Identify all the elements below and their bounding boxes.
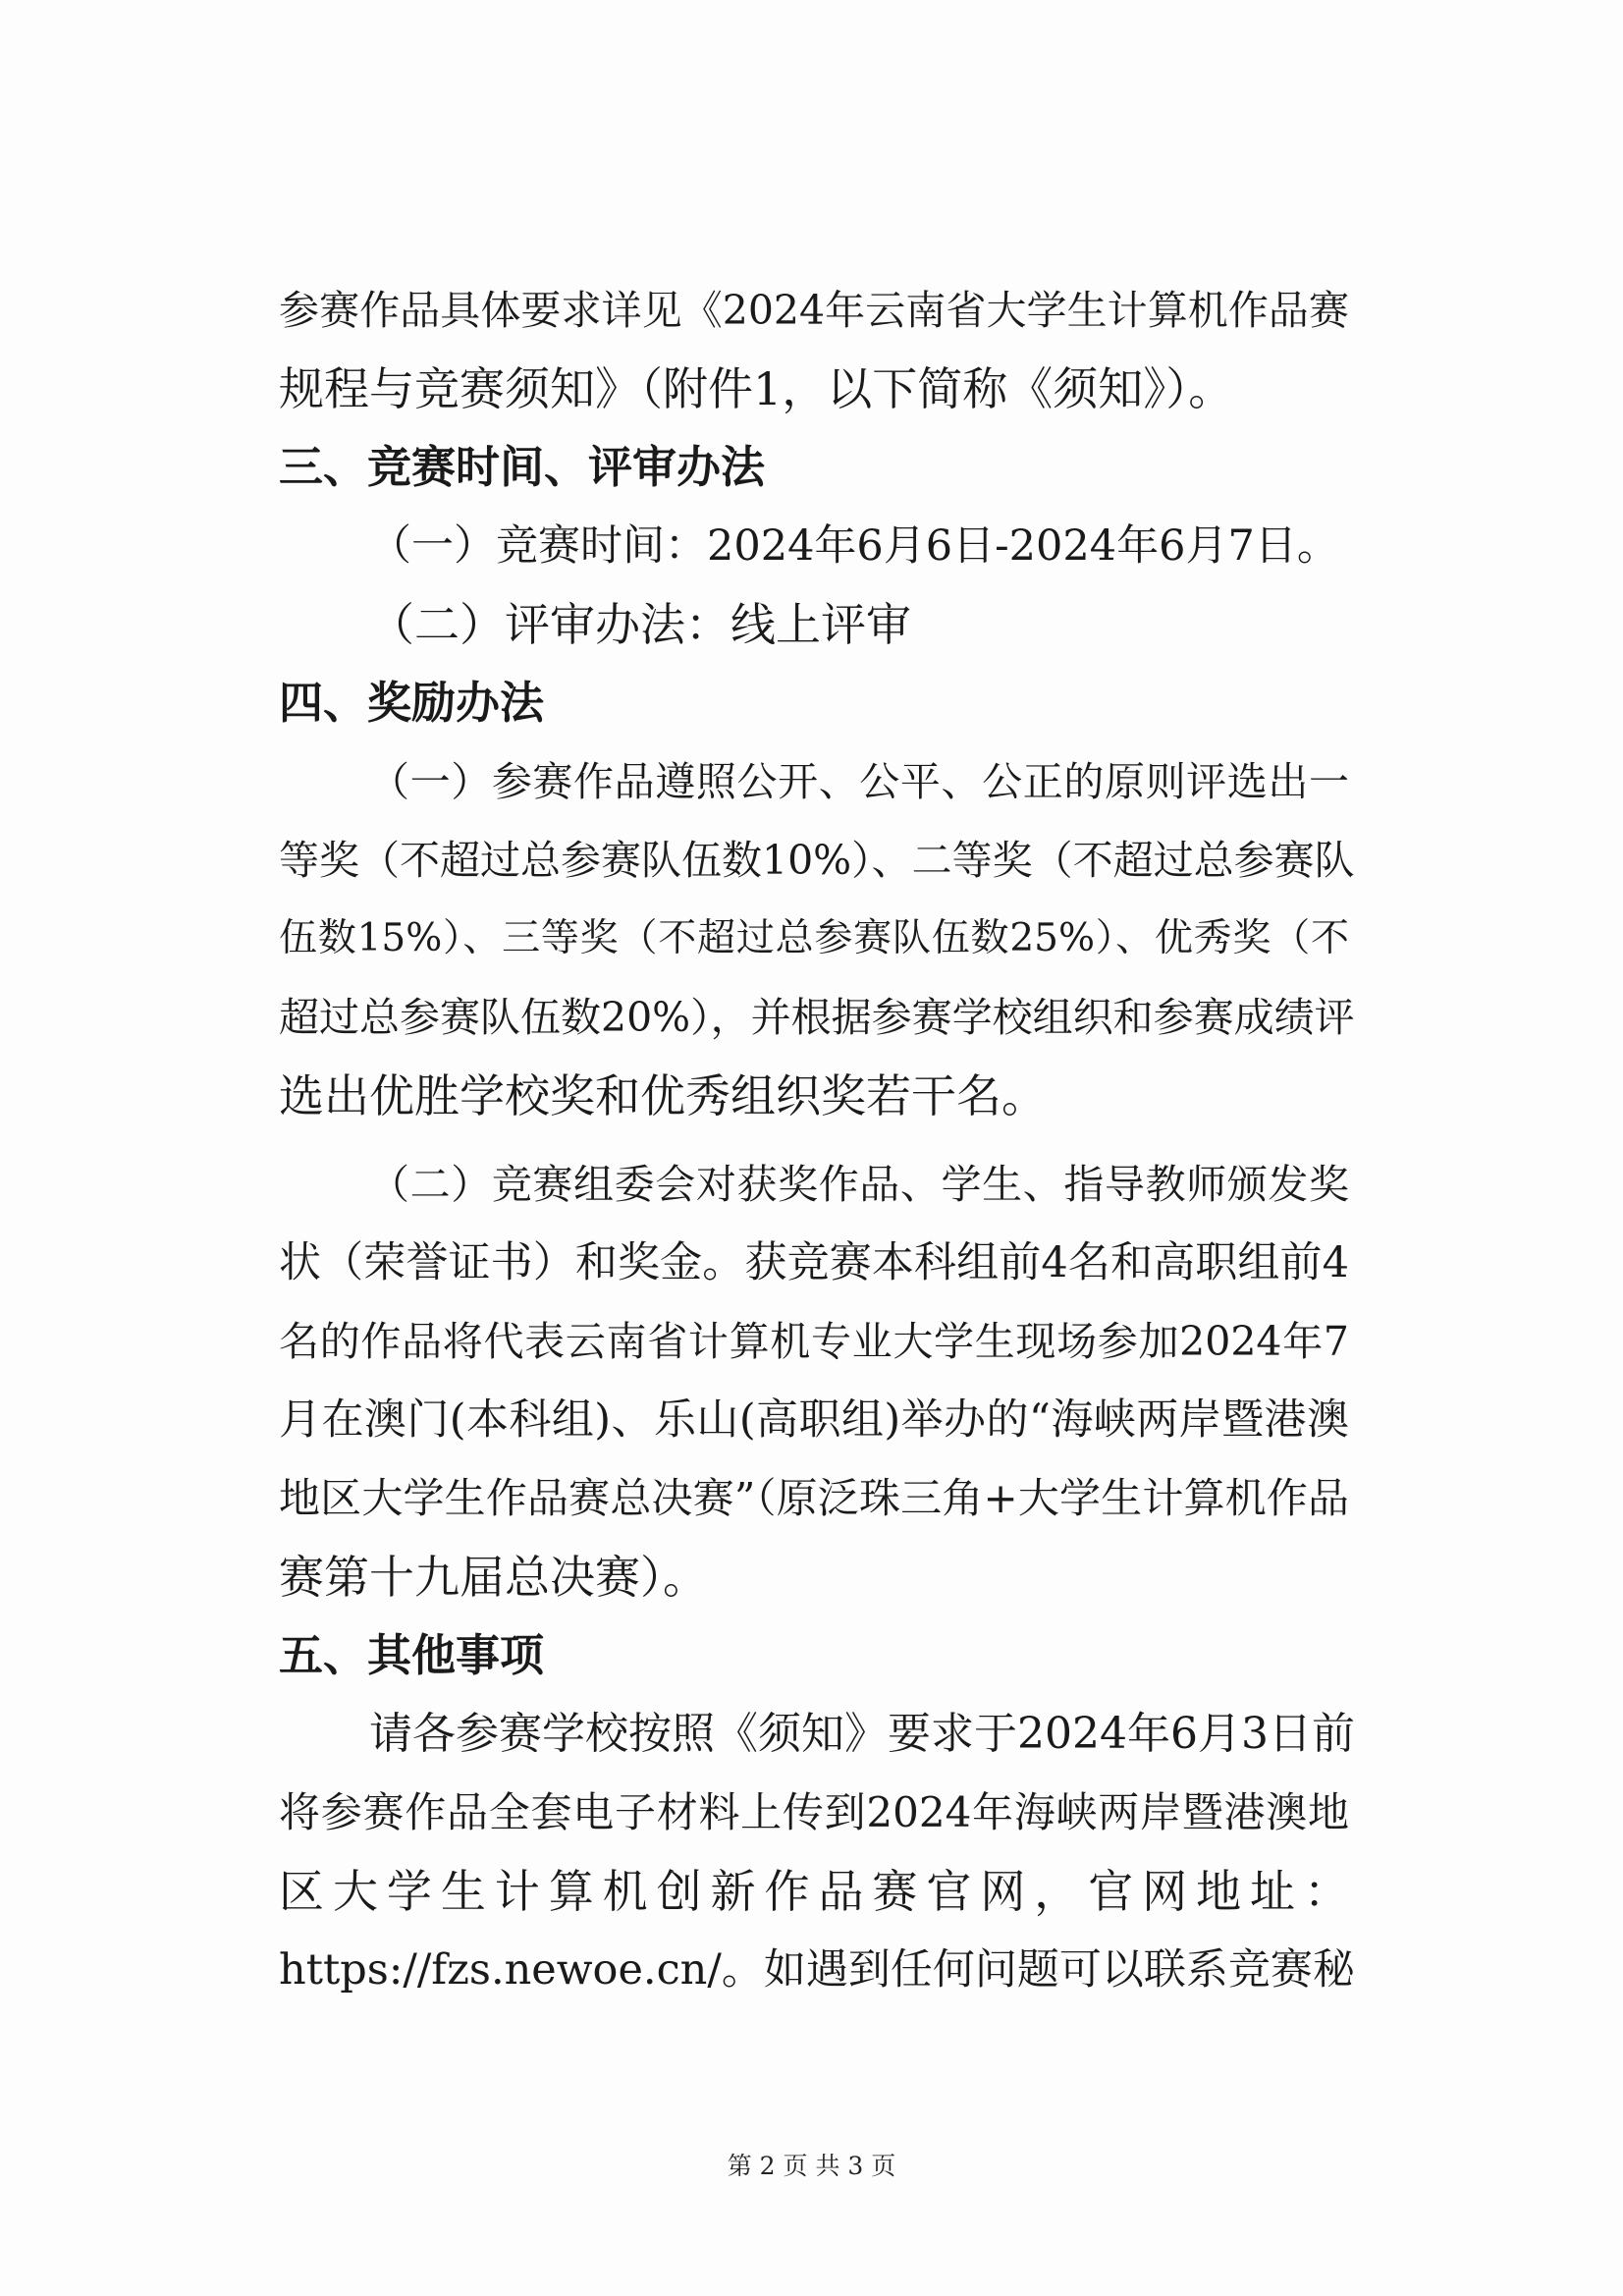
line-text: （二）竞赛组委会对获奖作品、学生、指导教师颁发奖 (369, 1161, 1349, 1208)
line-text: （二）评审办法：线上评审 (369, 598, 911, 651)
line-text: （一）参赛作品遵照公开、公平、公正的原则评选出一 (369, 758, 1349, 805)
heading-text: 五、其他事项 (279, 1629, 545, 1681)
line-text: 赛第十九届总决赛）。 (279, 1551, 708, 1604)
line-text: 地区大学生作品赛总决赛”（原泛珠三角+大学生计算机作品 (279, 1474, 1349, 1522)
line-text: 月在澳门(本科组)、乐山(高职组)举办的“海峡两岸暨港澳 (279, 1395, 1349, 1445)
line-text: 超过总参赛队伍数20%），并根据参赛学校组织和参赛成绩评 (279, 994, 1355, 1041)
line-text: 将参赛作品全套电子材料上传到2024年海峡两岸暨港澳地 (279, 1788, 1349, 1836)
line-text: 选出优胜学校奖和优秀组织奖若干名。 (279, 1069, 1047, 1122)
line-text: 名的作品将代表云南省计算机专业大学生现场参加2024年7 (279, 1318, 1349, 1365)
line-text: 参赛作品具体要求详见《2024年云南省大学生计算机作品赛 (279, 287, 1349, 334)
line-text: 状（荣誉证书）和奖金。获竞赛本科组前4名和高职组前4 (279, 1238, 1349, 1287)
line-text: 区大学生计算机创新作品赛官网，官网地址： (279, 1865, 1349, 1918)
line-text: 伍数15%）、三等奖（不超过总参赛队伍数25%）、优秀奖（不 (279, 916, 1349, 960)
line-text: （一）竞赛时间：2024年6月6日-2024年6月7日。 (369, 521, 1339, 571)
line-text: 规程与竞赛须知》（附件1，以下简称《须知》）。 (279, 362, 1234, 415)
heading-text: 三、竞赛时间、评审办法 (279, 441, 766, 493)
line-text: https://fzs.newoe.cn/。如遇到任何问题可以联系竞赛秘 (279, 1945, 1355, 1995)
line-text: 请各参赛学校按照《须知》要求于2024年6月3日前 (369, 1709, 1355, 1759)
heading-text: 四、奖励办法 (279, 677, 545, 729)
line-text: 等奖（不超过总参赛队伍数10%）、二等奖（不超过总参赛队 (279, 837, 1355, 884)
page-footer: 第 2 页 共 3 页 (727, 2152, 896, 2180)
